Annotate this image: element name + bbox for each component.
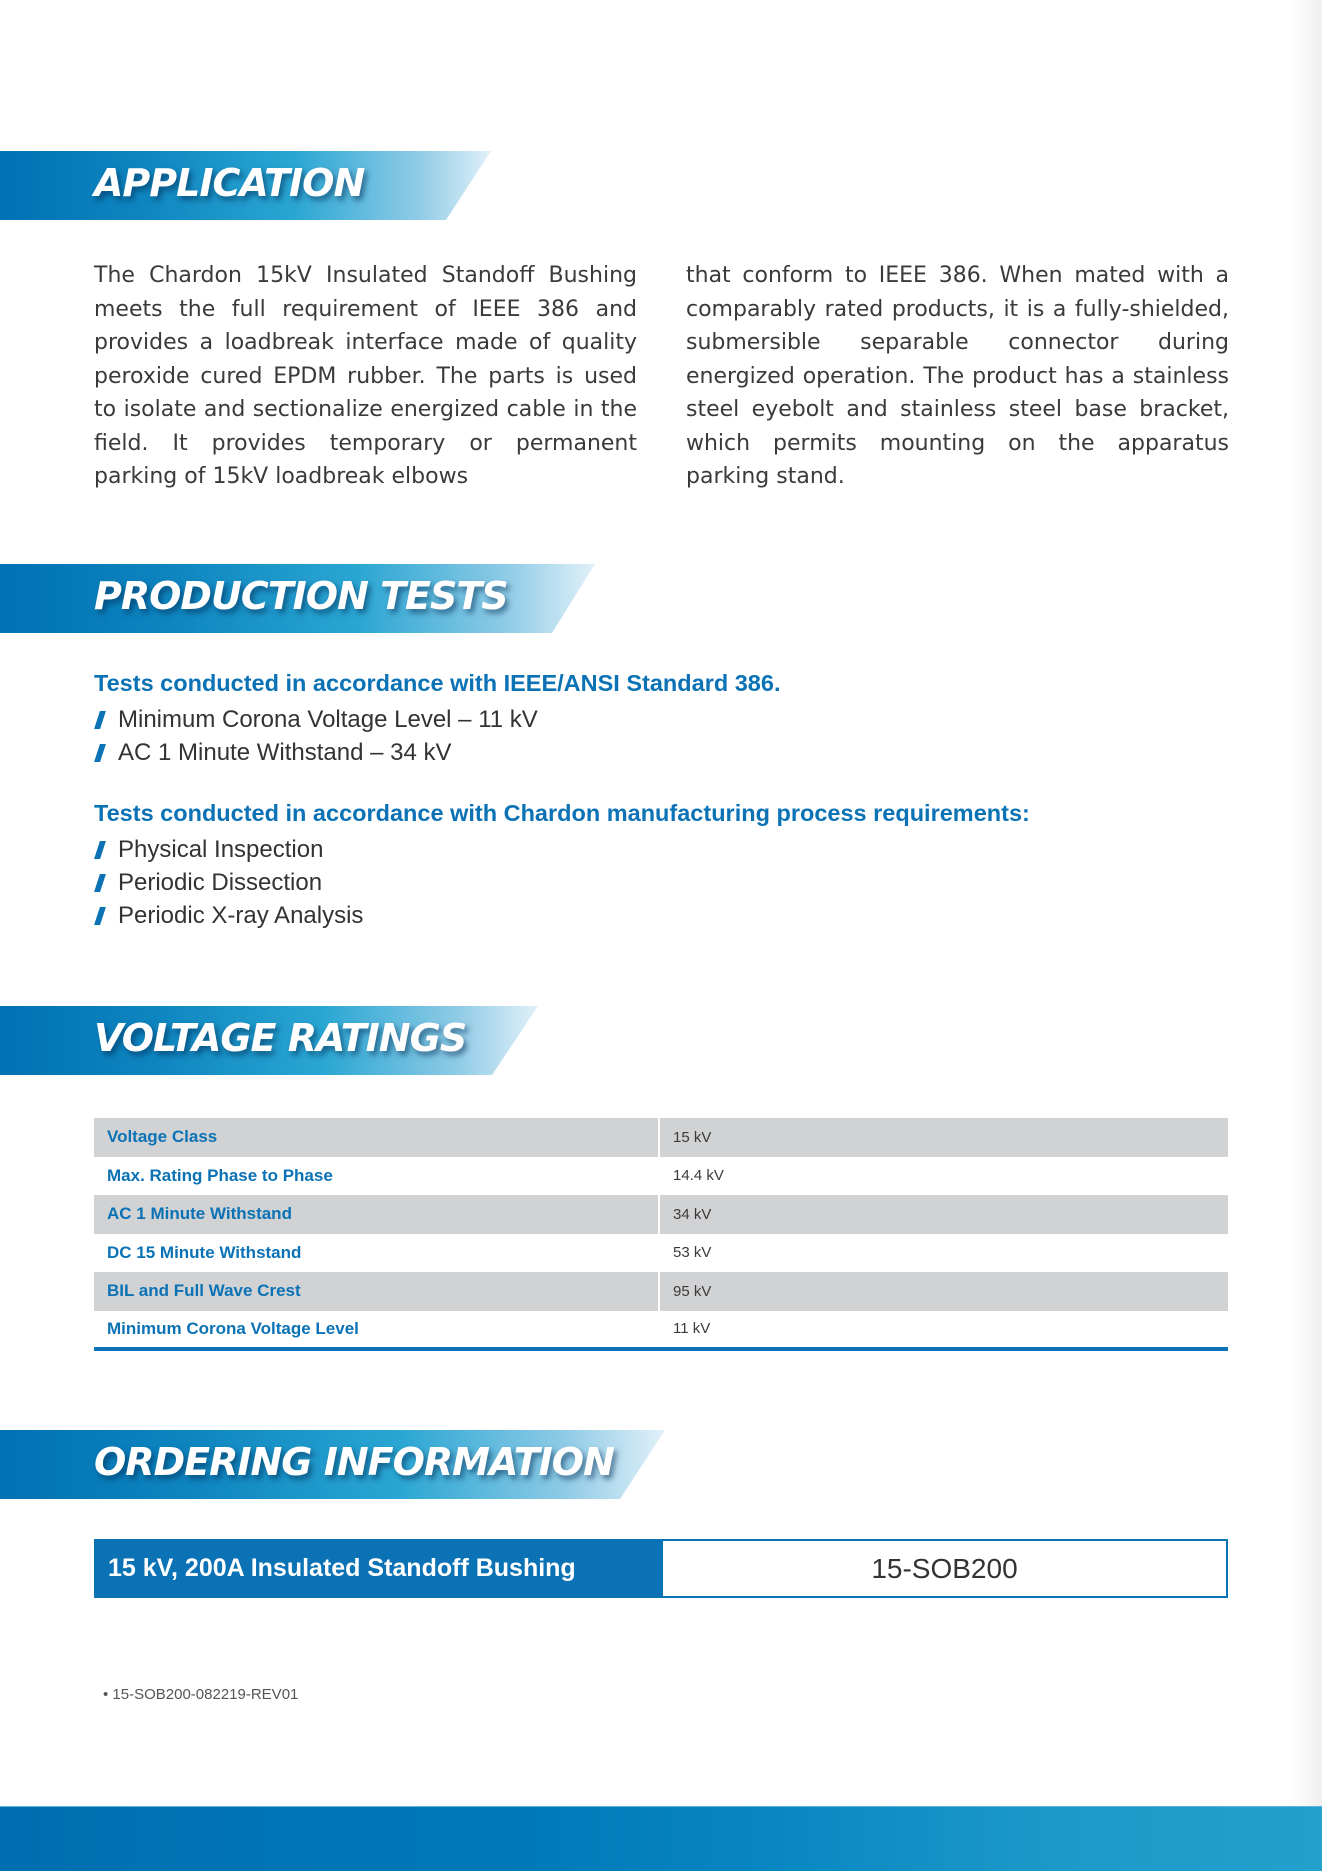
voltage-ratings-banner [0, 1006, 539, 1075]
table-row [94, 1272, 1228, 1311]
section-title: APPLICATION [94, 161, 365, 205]
ordering-info-box [94, 1539, 1228, 1598]
slash-bullet-icon [94, 907, 106, 925]
section-title: PRODUCTION TESTS [94, 574, 508, 618]
list-item [94, 833, 363, 866]
rating-label: Max. Rating Phase to Phase [94, 1157, 659, 1196]
ordering-information-banner [0, 1430, 666, 1499]
tests-list-chardon [94, 833, 363, 932]
test-item-label: Periodic Dissection [118, 868, 323, 896]
rating-label: Minimum Corona Voltage Level [94, 1311, 659, 1350]
rating-label: DC 15 Minute Withstand [94, 1234, 659, 1273]
rating-value: 53 kV [673, 1244, 712, 1262]
rating-value: 14.4 kV [673, 1167, 724, 1185]
tests-group-heading-ieee: Tests conducted in accordance with IEEE/ANSI Standard 386. [94, 670, 781, 696]
table-row [94, 1311, 1228, 1350]
test-item-label: Physical Inspection [118, 835, 324, 863]
production-tests-banner [0, 564, 596, 633]
catalog-number: 15-SOB200 [663, 1541, 1226, 1596]
table-row [94, 1234, 1228, 1273]
page-edge-shadow [1292, 0, 1322, 1806]
test-item-label: Periodic X-ray Analysis [118, 901, 364, 929]
table-row [94, 1157, 1228, 1196]
tests-group-heading-chardon: Tests conducted in accordance with Chardon manufacturing process requirements: [94, 800, 1030, 826]
voltage-ratings-table [94, 1118, 1228, 1351]
rating-value: 11 kV [659, 1311, 1228, 1350]
application-text-left-column: The Chardon 15kV Insulated Standoff Bushing meets the full requirement of IEEE 386 and provides a loadbreak interface made of quality peroxide cured EPDM rubber. The parts is used to isolate and sectionalize energized cable in the field. It provides temporary or permanent parking of 15kV loadbreak elbows [94, 263, 637, 489]
rating-value: 34 kV [659, 1195, 1228, 1234]
test-item-label: Minimum Corona Voltage Level – 11 kV [118, 705, 538, 733]
rating-label: AC 1 Minute Withstand [94, 1195, 659, 1234]
slash-bullet-icon [94, 874, 106, 892]
test-item-label: AC 1 Minute Withstand – 34 kV [118, 738, 452, 766]
application-text-right-column: that conform to IEEE 386. When mated with a comparably rated products, it is a fully-shielded, submersible separable connector during energized operation. The product has a stainless steel eyebolt and stainless steel base bracket, which permits mounting on the apparatus parking stand. [686, 263, 1229, 489]
table-row [94, 1118, 1228, 1157]
section-title: VOLTAGE RATINGS [94, 1016, 467, 1060]
application-banner [0, 151, 492, 220]
list-item [94, 736, 538, 769]
product-description: 15 kV, 200A Insulated Standoff Bushing [96, 1541, 663, 1596]
footer-band [0, 1806, 1322, 1871]
list-item [94, 703, 538, 736]
list-item [94, 866, 363, 899]
rating-label: Voltage Class [94, 1118, 659, 1157]
document-reference: • 15-SOB200-082219-REV01 [103, 1686, 299, 1703]
tests-list-ieee [94, 703, 538, 769]
slash-bullet-icon [94, 841, 106, 859]
section-title: ORDERING INFORMATION [94, 1440, 614, 1484]
slash-bullet-icon [94, 744, 106, 762]
table-row [94, 1195, 1228, 1234]
rating-value: 95 kV [659, 1272, 1228, 1311]
rating-label: BIL and Full Wave Crest [94, 1272, 659, 1311]
rating-value: 15 kV [659, 1118, 1228, 1157]
list-item [94, 899, 363, 932]
slash-bullet-icon [94, 711, 106, 729]
